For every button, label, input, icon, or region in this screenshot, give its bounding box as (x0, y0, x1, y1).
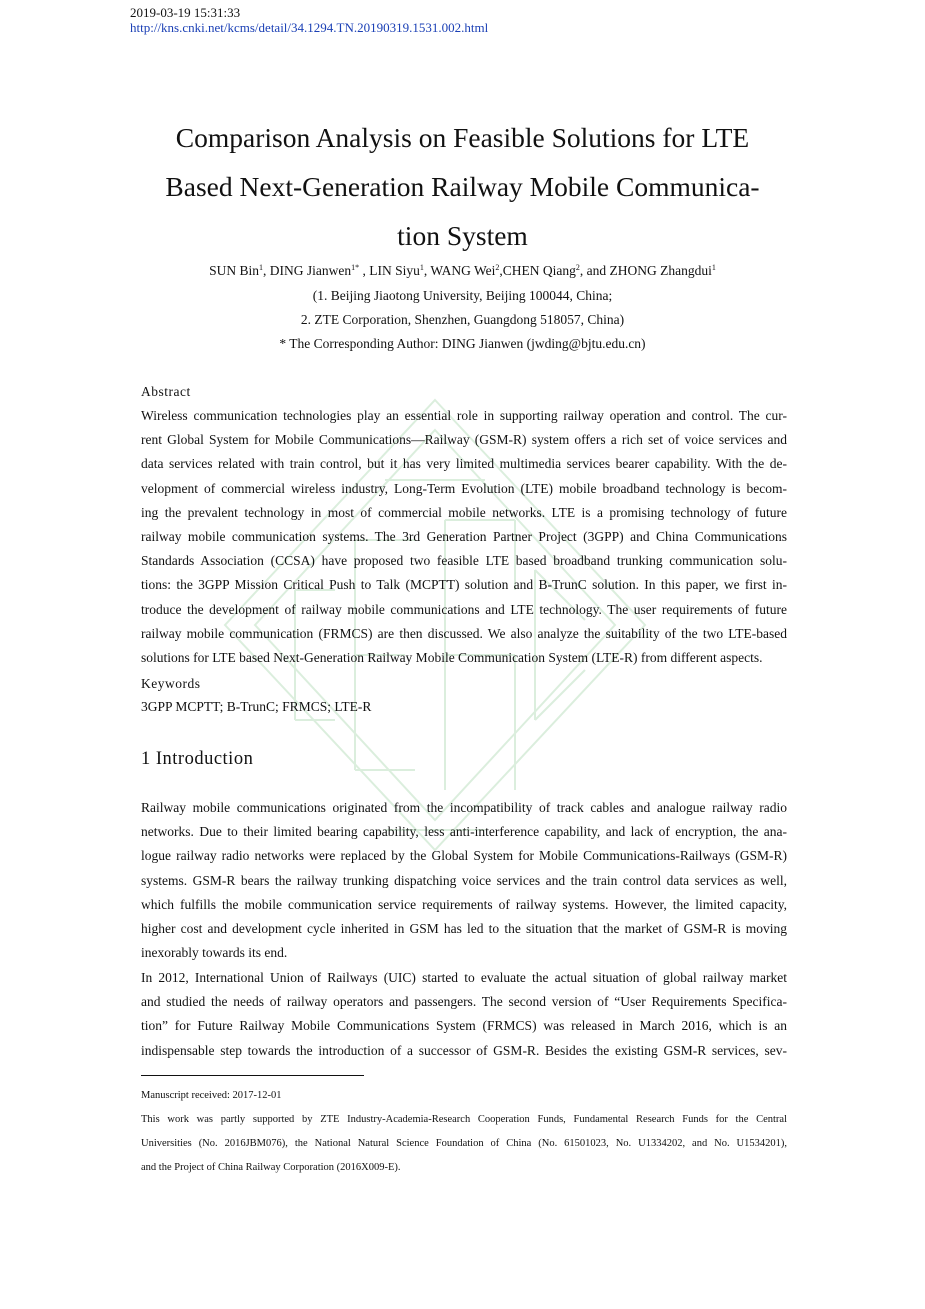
corresponding-author: * The Corresponding Author: DING Jianwen (jwding@bjtu.edu.cn) (279, 336, 646, 351)
affiliation-1: (1. Beijing Jiaotong University, Beijing 100044, China; (312, 288, 613, 303)
author-separator: , (359, 263, 370, 278)
abstract-line: Standards Association (CCSA) have proposed two feasible LTE based broadband trunking communication solu- (141, 553, 787, 569)
keywords-heading: Keywords (141, 676, 201, 691)
keywords-list: 3GPP MCPTT; B-TrunC; FRMCS; LTE-R (141, 699, 372, 714)
abstract-line: rent Global System for Mobile Communications—Railway (GSM-R) system offers a rich set of voice services and (141, 432, 787, 448)
abstract-line: velopment of commercial wireless industry, Long-Term Evolution (LTE) mobile broadband technology is becom- (141, 480, 787, 496)
abstract-line: solutions for LTE based Next-Generation Railway Mobile Communication System (LTE-R) from different aspects. (141, 649, 763, 665)
author-name: LIN Siyu (369, 263, 420, 278)
author-affiliation-mark: 1 (711, 263, 716, 272)
author-separator: , (499, 263, 503, 278)
section-heading-introduction: 1 Introduction (141, 749, 254, 769)
title-line: Comparison Analysis on Feasible Solutions for LTE (175, 122, 750, 153)
abstract-line: Wireless communication technologies play an essential role in supporting railway operation and control. The cur- (141, 408, 787, 423)
author-affiliation-mark: 1* (351, 263, 360, 272)
author-name: ZHONG Zhangdui (609, 263, 712, 278)
paragraph-line: indispensable step towards the introduction of a successor of GSM-R. Besides the existing GSM-R services, sev- (141, 1042, 787, 1058)
author-separator: , and (579, 263, 610, 278)
paragraph-line: In 2012, International Union of Railways (UIC) started to evaluate the actual situation of global railway market (141, 970, 787, 985)
paragraph-line: tion” for Future Railway Mobile Communications System (FRMCS) was released in March 2016, which is an (141, 1018, 787, 1034)
paragraph-line: Railway mobile communications originated from the incompatibility of track cables and analogue railway radio (141, 800, 787, 815)
abstract-line: data services related with train control, but it has very limited multimedia services bearer capability. With the de- (141, 456, 787, 472)
abstract-line: troduce the development of railway mobile communications and LTE technology. The user requirements of future (141, 601, 787, 617)
author-separator: , (423, 263, 431, 278)
author-name: WANG Wei (430, 263, 496, 278)
intro-paragraph-1 (141, 796, 787, 965)
download-timestamp: 2019-03-19 15:31:33 (130, 5, 241, 20)
author-affiliation-mark: 2 (575, 263, 580, 272)
paragraph-line: higher cost and development cycle inherited in GSM has led to the situation that the market of GSM-R is moving (141, 920, 787, 936)
title-line: tion System (397, 220, 528, 251)
paragraph-line: inexorably towards its end. (141, 945, 288, 961)
article-url-link[interactable]: http://kns.cnki.net/kcms/detail/34.1294.TN.20190319.1531.002.html (130, 20, 489, 35)
footnote-funding (141, 1108, 787, 1181)
paragraph-line: networks. Due to their limited bearing capability, less anti-interference capability, and lack of encryption, the ana- (141, 824, 787, 840)
abstract-line: tions: the 3GPP Mission Critical Push to Talk (MCPTT) solution and B-TrunC solution. In this paper, we first in- (141, 577, 787, 593)
paper-title (130, 113, 795, 260)
author-affiliation-mark: 2 (495, 263, 500, 272)
footnote-line: This work was partly supported by ZTE Industry-Academia-Research Cooperation Funds, Fundamental Research Funds for the Central (141, 1114, 787, 1125)
footnote-divider (141, 1075, 364, 1076)
footnote-manuscript-received (141, 1084, 787, 1108)
author-affiliation-mark: 1 (259, 263, 263, 272)
footnote-line: Universities (No. 2016JBM076), the National Natural Science Foundation of China (No. 61501023, No. U1334202, and No. U1534201), (141, 1138, 787, 1150)
abstract-body (141, 404, 787, 670)
author-list (0, 262, 925, 280)
author-affiliation-mark: 1 (419, 263, 424, 272)
author-name: DING Jianwen (269, 263, 352, 278)
author-separator: , (263, 263, 270, 278)
paragraph-line: which fulfills the mobile communication service requirements of railway systems. However, the limited capacity, (141, 896, 787, 912)
intro-paragraph-2 (141, 966, 787, 1063)
author-name: CHEN Qiang (502, 263, 576, 278)
abstract-heading: Abstract (141, 384, 191, 399)
abstract-line: ing the prevalent technology in most of commercial mobile networks. LTE is a promising technology of future (141, 504, 787, 520)
abstract-line: railway mobile communication (FRMCS) are then discussed. We also analyze the suitability of the two LTE-based (141, 625, 787, 641)
paragraph-line: and studied the needs of railway operators and passengers. The second version of “User Requirements Specifica- (141, 994, 787, 1010)
author-name: SUN Bin (209, 263, 259, 278)
title-line: Based Next-Generation Railway Mobile Communica- (165, 171, 760, 202)
footnote-line: and the Project of China Railway Corporation (2016X009-E). (141, 1162, 401, 1174)
footnote-line: Manuscript received: 2017-12-01 (141, 1090, 282, 1101)
paragraph-line: logue railway radio networks were replaced by the Global System for Mobile Communications-Railways (GSM-R) (141, 848, 787, 864)
paragraph-line: systems. GSM-R bears the railway trunking dispatching voice services and the train control data services as well, (141, 872, 787, 888)
affiliation-2: 2. ZTE Corporation, Shenzhen, Guangdong 518057, China) (300, 312, 625, 327)
abstract-line: railway mobile communication systems. The 3rd Generation Partner Project (3GPP) and China Communications (141, 528, 787, 544)
